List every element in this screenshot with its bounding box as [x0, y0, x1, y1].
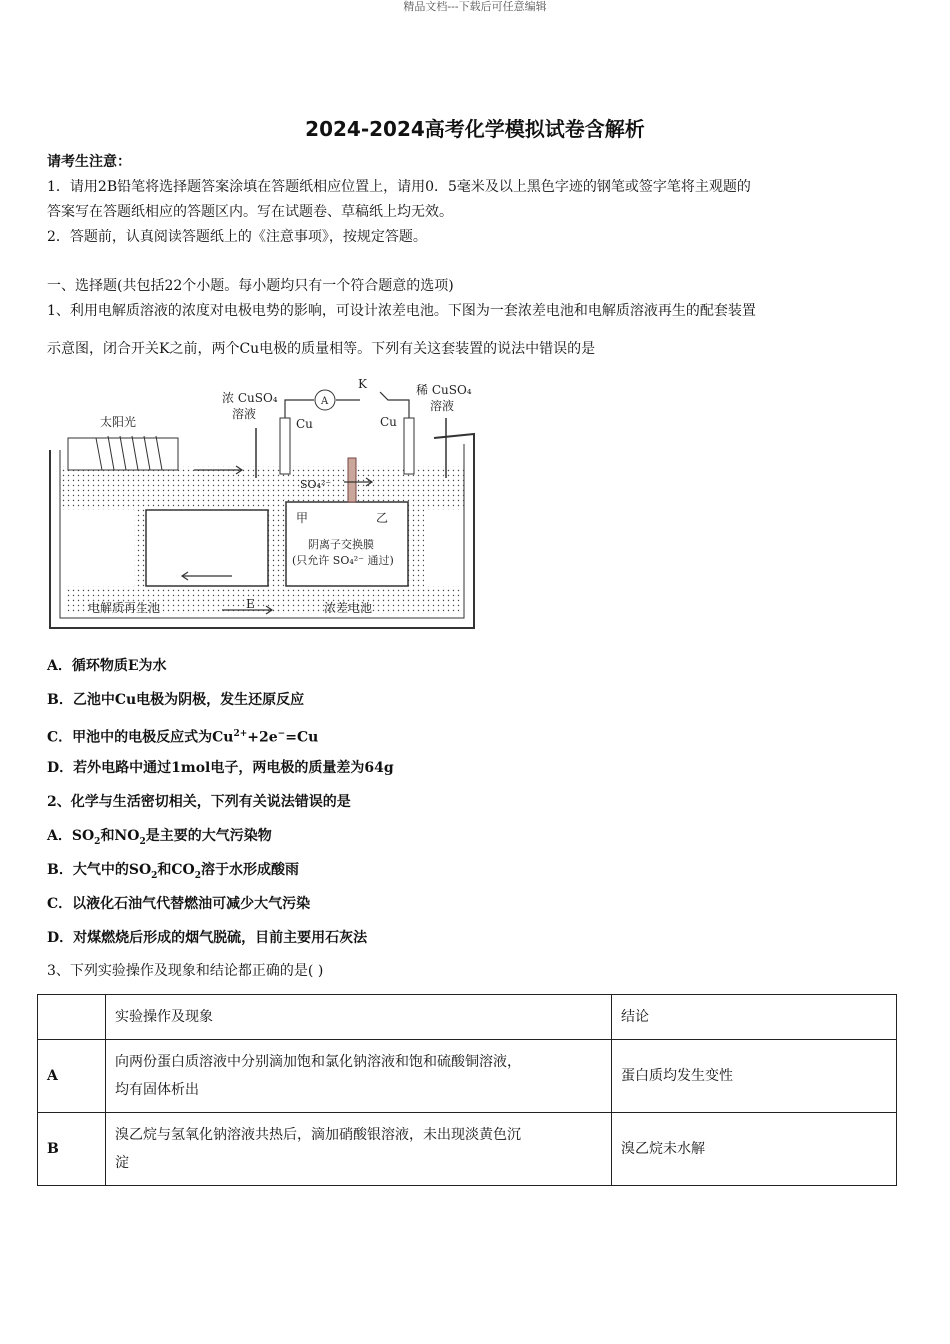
- row-conclusion: 溴乙烷未水解: [612, 1113, 897, 1186]
- label-dilute-solution: 溶液: [430, 399, 455, 413]
- section-heading: 一、选择题(共包括22个小题。每小题均只有一个符合题意的选项): [47, 278, 454, 294]
- notice-item-1-line-2: 答案写在答题纸相应的答题区内。写在试题卷、草稿纸上均无效。: [47, 204, 453, 220]
- label-conc-solution: 溶液: [232, 407, 257, 421]
- label-membrane: 阴离子交换膜: [308, 538, 374, 551]
- table-row: [38, 1040, 897, 1113]
- label-circulating-e: E: [246, 597, 255, 611]
- row-label: B: [38, 1113, 106, 1186]
- label-cu-right: Cu: [380, 415, 397, 429]
- notice-item-2: 2．答题前，认真阅读答题纸上的《注意事项》，按规定答题。: [47, 229, 427, 245]
- label-yi: 乙: [376, 511, 389, 525]
- label-ammeter: A: [321, 396, 329, 407]
- row-operation: 向两份蛋白质溶液中分别滴加饱和氯化钠溶液和饱和硫酸铜溶液， 均有固体析出: [106, 1040, 612, 1113]
- label-conc-cuso4: 浓 CuSO₄: [222, 391, 278, 405]
- q2-option-a: A．$SO_2$和$NO_2$是主要的大气污染物: [47, 828, 272, 847]
- table-header-cell: [38, 995, 106, 1040]
- notice-item-1-line-1: 1．请用2B铅笔将选择题答案涂填在答题纸相应位置上，请用0．5毫米及以上黑色字迹的钢笔或签字笔将主观题的: [47, 179, 751, 195]
- row-operation: 溴乙烷与氢氧化钠溶液共热后，滴加硝酸银溶液，未出现淡黄色沉 淀: [106, 1113, 612, 1186]
- label-dilute-cuso4: 稀 CuSO₄: [416, 383, 472, 397]
- q1-stem-line-2: 示意图，闭合开关K之前，两个Cu电极的质量相等。下列有关这套装置的说法中错误的是: [47, 341, 596, 357]
- label-cu-left: Cu: [296, 417, 313, 431]
- q2-option-d: D．对煤燃烧后形成的烟气脱硫，目前主要用石灰法: [47, 930, 368, 946]
- table-header-cell: 结论: [612, 995, 897, 1040]
- label-conc-cell: 浓差电池: [324, 601, 373, 615]
- label-jia: 甲: [296, 511, 309, 525]
- table-header-row: [38, 995, 897, 1040]
- concentration-cell-diagram: [46, 378, 482, 636]
- header-note: 精品文档---下载后可任意编辑: [403, 0, 547, 13]
- label-regen-cell: 电解质再生池: [88, 601, 161, 615]
- q1-option-c: C．甲池中的电极反应式为$Cu^{2+}+2e^-=Cu$: [47, 729, 319, 746]
- q1-stem-line-1: 1、利用电解质溶液的浓度对电极电势的影响，可设计浓差电池。下图为一套浓差电池和电解质溶液再生的配套装置: [47, 303, 756, 319]
- row-label: A: [38, 1040, 106, 1113]
- row-conclusion: 蛋白质均发生变性: [612, 1040, 897, 1113]
- label-sunlight: 太阳光: [100, 415, 137, 429]
- label-switch-k: K: [358, 378, 367, 391]
- label-membrane-note: (只允许 SO₄²⁻ 通过): [292, 554, 394, 567]
- table-row: [38, 1113, 897, 1186]
- q2-option-b: B．大气中的$SO_2$和$CO_2$溶于水形成酸雨: [47, 862, 300, 881]
- page-title: 2024-2024高考化学模拟试卷含解析: [305, 117, 645, 141]
- notice-heading: 请考生注意：: [47, 154, 131, 170]
- q2-option-c: C．以液化石油气代替燃油可减少大气污染: [47, 896, 311, 912]
- q1-option-d: D．若外电路中通过1mol电子，两电极的质量差为64g: [47, 760, 394, 776]
- q1-option-b: B．乙池中Cu电极为阴极，发生还原反应: [47, 692, 305, 708]
- q1-option-a: A．循环物质E为水: [47, 658, 167, 674]
- q3-stem: 3、下列实验操作及现象和结论都正确的是( ): [47, 963, 324, 979]
- q2-stem: 2、化学与生活密切相关，下列有关说法错误的是: [47, 794, 351, 810]
- label-sulfate-ion: SO₄²⁻: [300, 478, 332, 491]
- table-header-cell: 实验操作及现象: [106, 995, 612, 1040]
- q3-table: [37, 994, 897, 1186]
